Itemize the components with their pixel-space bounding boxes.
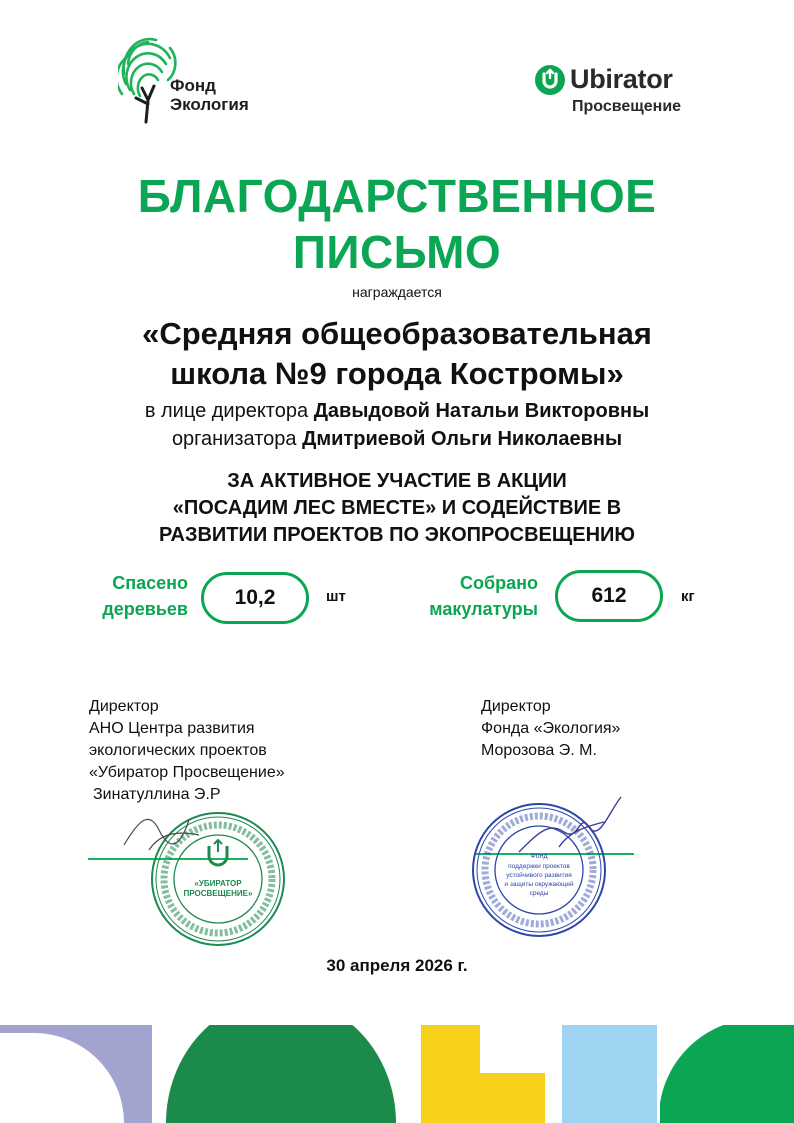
trees-label-line2: деревьев — [102, 599, 188, 619]
green-quarter-shape — [660, 1025, 794, 1123]
logo-right-brand: Ubirator — [570, 64, 673, 94]
sig-right-l3: Морозова Э. М. — [481, 742, 597, 759]
lavender-shape — [0, 1025, 152, 1123]
decorative-footer-shapes — [0, 1025, 794, 1123]
yellow-shape — [421, 1025, 545, 1123]
award-reason — [0, 468, 794, 549]
signature-block-left — [89, 696, 285, 806]
organizer-line — [0, 428, 794, 451]
reason-line3: РАЗВИТИИ ПРОЕКТОВ ПО ЭКОПРОСВЕЩЕНИЮ — [158, 524, 636, 546]
light-blue-shape — [562, 1025, 657, 1123]
letter-date: 30 апреля 2026 г. — [326, 956, 468, 975]
trees-label — [60, 570, 188, 622]
reason-line2: «ПОСАДИМ ЛЕС ВМЕСТЕ» И СОДЕЙСТВИЕ В — [172, 497, 622, 519]
signature-scribble-right — [509, 792, 629, 872]
signature-scribble-left — [119, 800, 209, 860]
stamp-left-center1: «УБИРАТОР — [194, 879, 242, 888]
letter-title — [0, 168, 794, 280]
green-arch-shape — [228, 1065, 288, 1123]
trees-unit: шт — [326, 588, 346, 605]
paper-value-box: 612 — [555, 570, 663, 622]
paper-label-line2: макулатуры — [429, 599, 538, 619]
trees-label-line1: Спасено — [112, 573, 188, 593]
sig-right-l2: Фонда «Экология» — [481, 720, 621, 737]
sig-left-l1: Директор — [89, 698, 159, 715]
stamp-right-center3: устойчивого развития — [506, 872, 572, 879]
sig-left-l3: экологических проектов — [89, 742, 267, 759]
ubirator-circle-icon — [534, 64, 566, 96]
sig-right-l1: Директор — [481, 698, 551, 715]
logo-left-line1: Фонд — [170, 76, 216, 95]
tree-fingerprint-icon — [118, 34, 178, 124]
stamp-right-center1: Фонд — [530, 853, 548, 860]
ubirator-logo — [532, 62, 722, 122]
logo-left-line2: Экология — [170, 95, 249, 114]
sig-left-l2: АНО Центра развития — [89, 720, 255, 737]
director-name: Давыдовой Натальи Викторовны — [313, 400, 650, 422]
director-line — [0, 400, 794, 423]
title-line2: ПИСЬМО — [292, 226, 502, 278]
sig-left-l4: «Убиратор Просвещение» — [89, 764, 285, 781]
paper-unit: кг — [681, 588, 695, 605]
stamp-right-center2: поддержки проектов — [508, 863, 570, 870]
organizer-prefix: организатора — [171, 428, 297, 450]
stamp-right-center4: и защиты окружающей — [504, 881, 574, 888]
signature-block-right — [481, 696, 620, 762]
fond-ecologiya-logo — [118, 34, 278, 124]
sig-left-l5: Зинатуллина Э.Р — [93, 786, 221, 803]
stamp-left — [149, 810, 287, 948]
stamp-right-center5: среды — [529, 890, 549, 897]
awarded-text: награждается — [352, 284, 442, 300]
school-name — [0, 314, 794, 394]
trees-value-box: 10,2 — [201, 572, 309, 624]
title-line1: БЛАГОДАРСТВЕННОЕ — [137, 170, 657, 222]
school-line2: школа №9 города Костромы» — [170, 356, 624, 391]
stamp-right — [469, 800, 609, 940]
paper-label-line1: Собрано — [460, 573, 538, 593]
school-line1: «Средняя общеобразовательная — [142, 316, 652, 351]
stamp-left-center2: ПРОСВЕЩЕНИЕ» — [183, 889, 253, 898]
organizer-name: Дмитриевой Ольги Николаевны — [302, 428, 623, 450]
reason-line1: ЗА АКТИВНОЕ УЧАСТИЕ В АКЦИИ — [227, 470, 567, 492]
director-prefix: в лице директора — [144, 400, 309, 422]
paper-label — [396, 570, 538, 622]
logo-right-sub: Просвещение — [572, 98, 682, 115]
